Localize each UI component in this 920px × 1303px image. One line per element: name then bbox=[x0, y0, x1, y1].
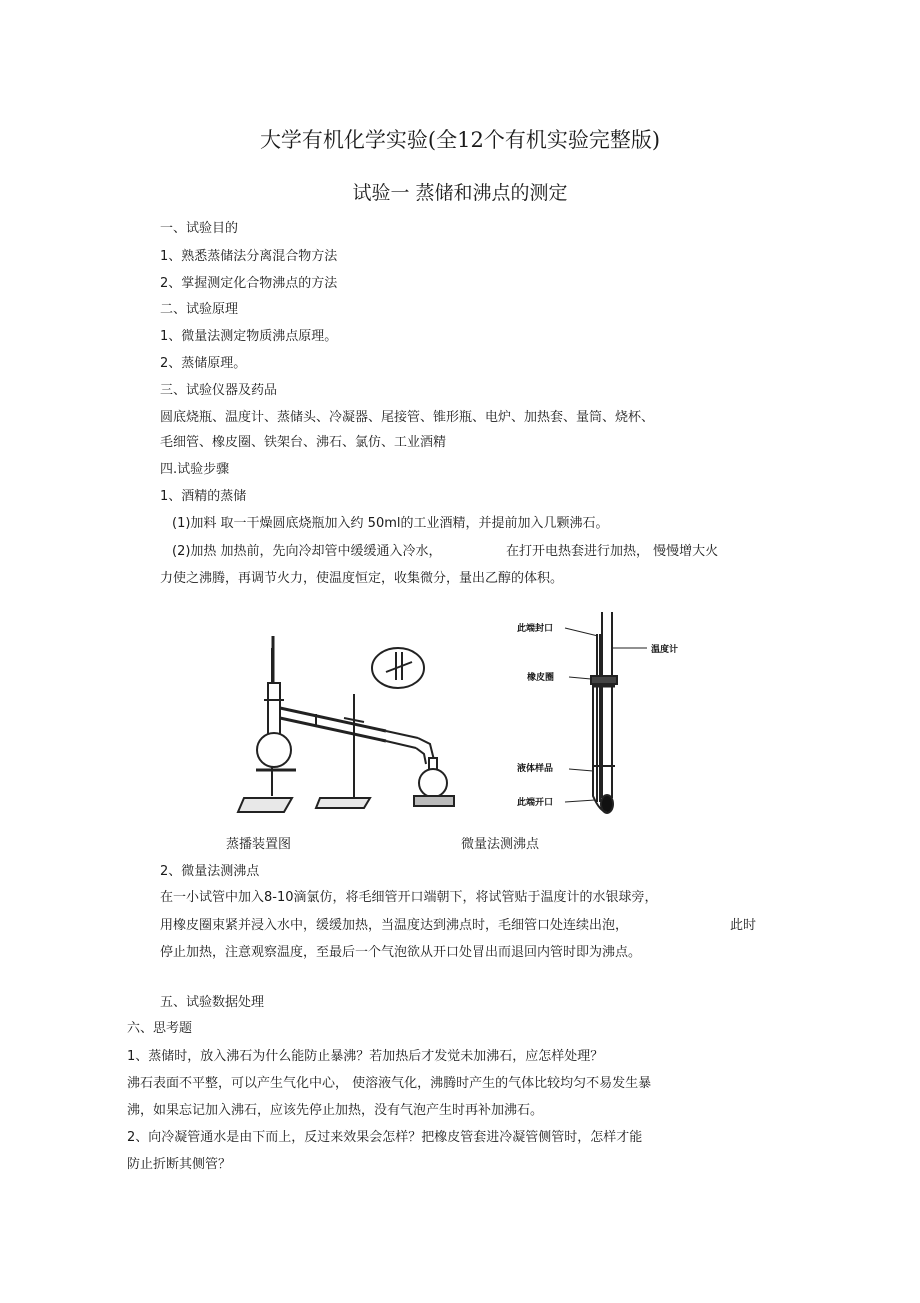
text-line: 在打开电热套进行加热， 慢慢增大火 bbox=[506, 544, 719, 559]
section-heading: 一、试验目的 bbox=[160, 221, 239, 236]
text-line: 1、蒸储时，放入沸石为什么能防止暴沸？若加热后才发觉未加沸石，应怎样处理？ bbox=[127, 1049, 604, 1064]
text-line: 1、熟悉蒸储法分离混合物方法 bbox=[160, 249, 338, 264]
experiment-title: 试验一 蒸储和沸点的测定 bbox=[352, 182, 568, 204]
section-heading: 二、试验原理 bbox=[160, 302, 239, 317]
distillation-apparatus-figure bbox=[236, 628, 466, 824]
text-line: 沸，如果忘记加入沸石，应该先停止加热，没有气泡产生时再补加沸石。 bbox=[127, 1103, 544, 1118]
micro-boiling-point-figure bbox=[503, 606, 709, 824]
text-line: 2、向冷凝管通水是由下而上，反过来效果会怎样？把橡皮管套进冷凝管侧管时，怎样才能 bbox=[127, 1130, 643, 1145]
micro-caption: 微量法测沸点 bbox=[461, 837, 540, 852]
text-line: 防止折断其侧管？ bbox=[127, 1157, 232, 1172]
text-line: 用橡皮圈束紧并浸入水中，缓缓加热，当温度达到沸点时，毛细管口处连续出泡， bbox=[160, 918, 629, 933]
label-open-end: 此端开口 bbox=[517, 798, 554, 808]
text-line: (1)加料 取一干燥圆底烧瓶加入约 50ml的工业酒精，并提前加入几颗沸石。 bbox=[172, 516, 609, 531]
text-line: 力使之沸腾，再调节火力，使温度恒定，收集微分，量出乙醇的体积。 bbox=[160, 571, 564, 586]
label-thermometer: 温度计 bbox=[651, 645, 679, 655]
label-rubber-ring: 橡皮圈 bbox=[527, 673, 555, 683]
text-line: 此时 bbox=[730, 918, 757, 933]
page-title: 大学有机化学实验(全12个有机实验完整版) bbox=[259, 128, 661, 152]
text-line: 1、微量法测定物质沸点原理。 bbox=[160, 329, 338, 344]
distillation-caption: 蒸播装置图 bbox=[226, 837, 292, 852]
text-line: 毛细管、橡皮圈、铁架台、沸石、氯仿、工业酒精 bbox=[160, 435, 447, 450]
text-line: 圆底烧瓶、温度计、蒸储头、冷凝器、尾接管、锥形瓶、电炉、加热套、量筒、烧杯、 bbox=[160, 410, 655, 425]
label-liquid-sample: 液体样品 bbox=[517, 764, 554, 774]
text-line: 1、酒精的蒸储 bbox=[160, 489, 247, 504]
text-line: 2、掌握测定化合物沸点的方法 bbox=[160, 276, 338, 291]
section-heading: 2、微量法测沸点 bbox=[160, 864, 260, 879]
label-sealed-end: 此端封口 bbox=[517, 624, 554, 634]
text-line: 2、蒸储原理。 bbox=[160, 356, 247, 371]
text-line: 停止加热，注意观察温度，至最后一个气泡欲从开口处冒出而退回内管时即为沸点。 bbox=[160, 945, 642, 960]
section-heading: 六、思考题 bbox=[127, 1021, 193, 1036]
text-line: 沸石表面不平整，可以产生气化中心， 使溶液气化，沸腾时产生的气体比较均匀不易发生暴 bbox=[127, 1076, 652, 1091]
section-heading: 五、试验数据处理 bbox=[160, 995, 265, 1010]
section-heading: 四.试验步骤 bbox=[160, 462, 230, 477]
text-line: (2)加热 加热前，先向冷却管中缓缓通入冷水， bbox=[172, 544, 442, 559]
text-line: 在一小试管中加入8-10滴氯仿，将毛细管开口端朝下，将试管贴于温度计的水银球旁， bbox=[160, 890, 658, 905]
section-heading: 三、试验仪器及药品 bbox=[160, 383, 278, 398]
